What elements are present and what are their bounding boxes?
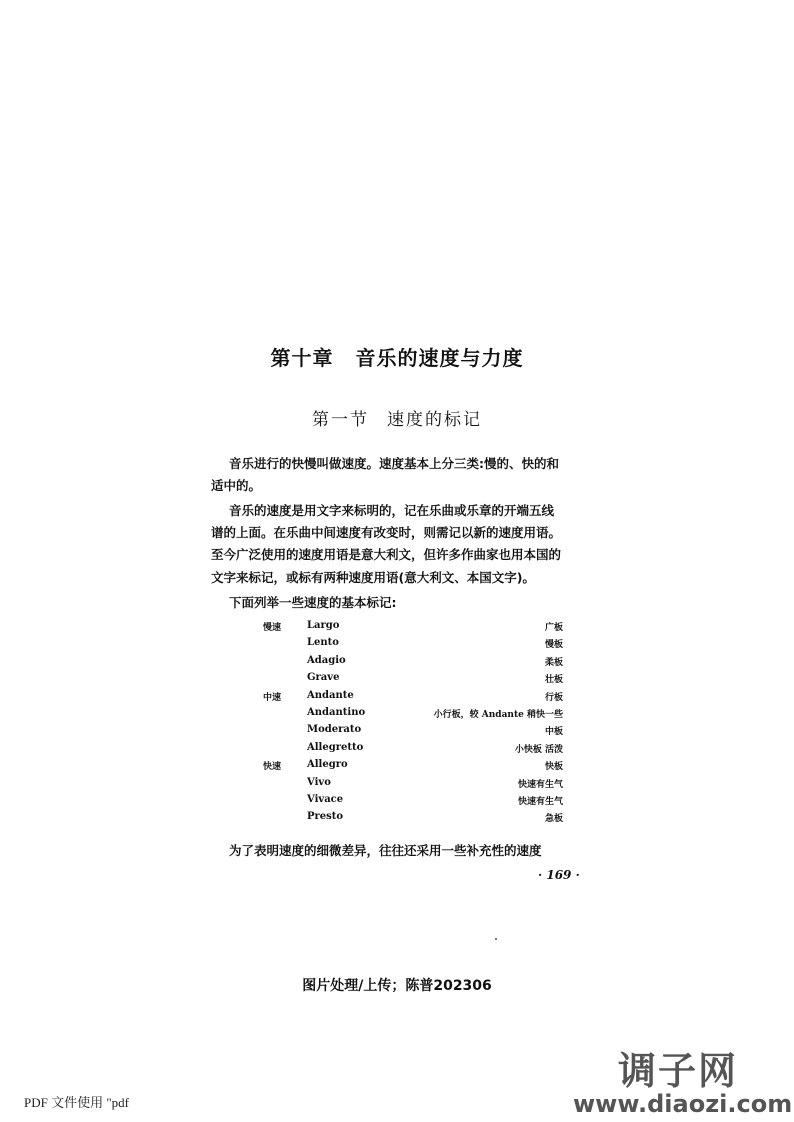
table-row xyxy=(263,742,563,759)
paragraph-line: 谱的上面。在乐曲中间速度有改变时，则需记以新的速度用语。 xyxy=(211,525,562,540)
table-row xyxy=(263,620,563,637)
table-row xyxy=(263,811,563,828)
tempo-term: Vivace xyxy=(307,794,344,805)
tempo-term: Adagio xyxy=(307,654,346,666)
paragraph-line: 下面列举一些速度的基本标记: xyxy=(229,595,397,610)
tempo-meaning: 快板 xyxy=(544,762,563,773)
chapter-title xyxy=(0,342,794,371)
tempo-term: Allegretto xyxy=(307,741,364,753)
tempo-term: Moderato xyxy=(307,724,362,736)
section-number: 第一节 xyxy=(312,410,369,430)
upload-credit: 图片处理/上传；陈普202306 xyxy=(302,978,492,994)
tempo-term: Vivo xyxy=(307,776,331,788)
tempo-meaning: 小快板 活泼 xyxy=(514,744,563,755)
watermark-url: www.diaozi.com xyxy=(573,1090,793,1118)
table-row xyxy=(263,777,563,794)
tempo-term: Presto xyxy=(307,811,344,823)
tempo-meaning: 柔板 xyxy=(544,657,563,668)
tempo-meaning: 小行板，较 Andante 稍快一些 xyxy=(433,710,563,720)
closing-line: 为了表明速度的细微差异，往往还采用一些补充性的速度 xyxy=(229,843,542,858)
tempo-term: Andante xyxy=(307,689,354,701)
scan-speck xyxy=(495,938,497,940)
table-row xyxy=(263,759,563,776)
table-row xyxy=(263,672,563,689)
tempo-meaning: 急板 xyxy=(544,814,563,825)
tempo-term: Andantino xyxy=(307,707,366,718)
chapter-name: 音乐的速度与力度 xyxy=(355,346,524,370)
paragraph-line: 适中的。 xyxy=(211,478,262,493)
tempo-term: Allegro xyxy=(307,759,348,771)
tempo-meaning: 壮板 xyxy=(544,675,563,686)
page-number: · 169 · xyxy=(538,868,580,882)
tempo-meaning: 快速有生气 xyxy=(517,779,563,790)
paragraph-line: 音乐进行的快慢叫做速度。速度基本上分三类:慢的、快的和 xyxy=(229,456,559,471)
tempo-meaning: 中板 xyxy=(544,727,563,738)
table-row xyxy=(263,707,563,724)
section-name: 速度的标记 xyxy=(387,410,482,430)
paragraph-line: 音乐的速度是用文字来标明的，记在乐曲或乐章的开端五线 xyxy=(229,503,555,518)
tempo-term: Lento xyxy=(307,637,339,649)
tempo-term: Grave xyxy=(307,672,340,684)
pdf-note: PDF 文件使用 "pdf xyxy=(24,1095,129,1110)
watermark-logo: 调子网 xyxy=(618,1049,739,1093)
tempo-meaning: 快速有生气 xyxy=(517,797,563,807)
paragraph-line: 至今广泛使用的速度用语是意大利文，但许多作曲家也用本国的 xyxy=(211,547,562,562)
tempo-meaning: 慢板 xyxy=(544,640,563,651)
tempo-category: 快速 xyxy=(263,762,282,773)
tempo-meaning: 行板 xyxy=(544,692,563,703)
tempo-category: 中速 xyxy=(263,692,282,703)
section-title xyxy=(0,405,794,430)
tempo-meaning: 广板 xyxy=(544,623,563,633)
table-row xyxy=(263,724,563,741)
table-row xyxy=(263,637,563,654)
tempo-term: Largo xyxy=(307,620,340,631)
table-row xyxy=(263,794,563,811)
table-row xyxy=(263,690,563,707)
table-row xyxy=(263,655,563,672)
chapter-number: 第十章 xyxy=(270,346,334,370)
tempo-category: 慢速 xyxy=(263,623,282,633)
paragraph-line: 文字来标记，或标有两种速度用语(意大利文、本国文字)。 xyxy=(211,570,535,585)
